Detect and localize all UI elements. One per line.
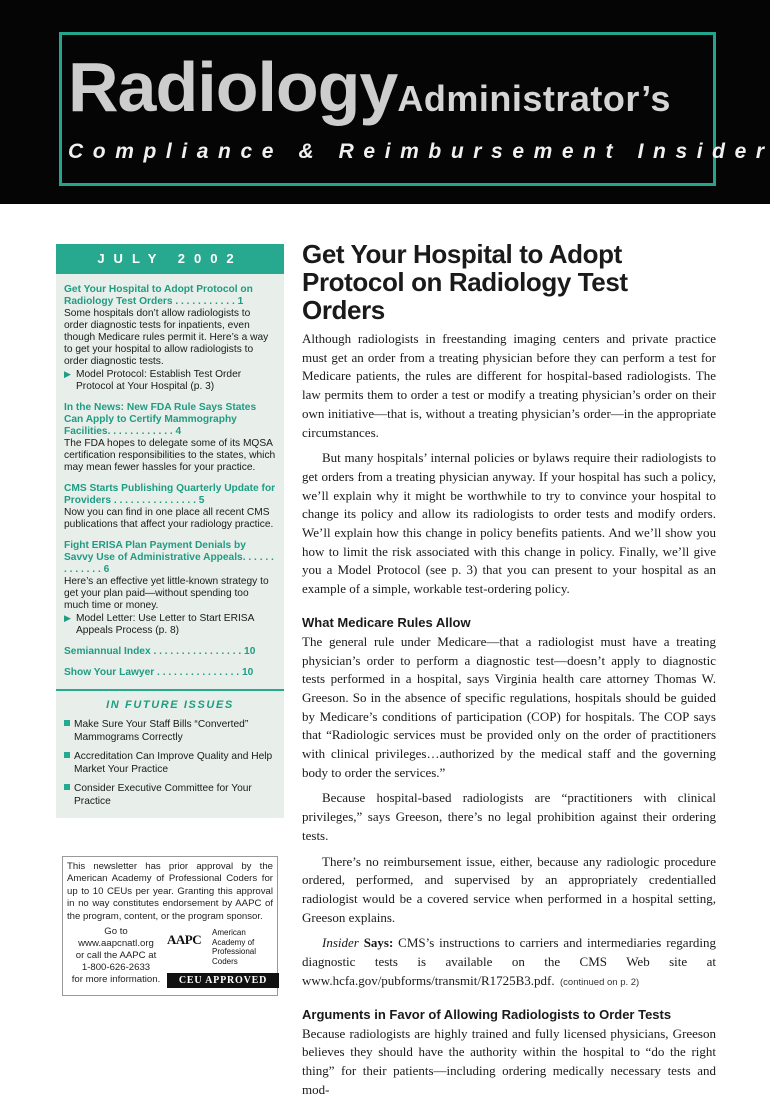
toc-entry[interactable] bbox=[64, 667, 276, 679]
toc-title: Fight ERISA Plan Payment Denials by Savvy Use of Administrative Appeals. . . . . . . . . . . . . 6 bbox=[64, 540, 276, 576]
issue-date: JULY 2002 bbox=[56, 244, 284, 274]
toc-title: Show Your Lawyer . . . . . . . . . . . . . . . 10 bbox=[64, 667, 276, 679]
newsletter-title bbox=[68, 50, 703, 124]
insider-says-paragraph bbox=[302, 934, 716, 990]
title-radiology: Radiology bbox=[68, 48, 397, 126]
toc-title: Get Your Hospital to Adopt Protocol on Radiology Test Orders . . . . . . . . . . . 1 bbox=[64, 284, 276, 308]
future-item bbox=[64, 751, 276, 776]
main-article bbox=[302, 240, 716, 1099]
aapc-approval-box bbox=[62, 856, 278, 996]
article-paragraph: Because hospital-based radiologists are “practitioners with clinical privileges,” says Greeson, there’s no legal prohibition against their ordering tests. bbox=[302, 789, 716, 845]
contact-line: or call the AAPC at bbox=[67, 950, 165, 962]
future-item-label: Make Sure Your Staff Bills “Converted” Mammograms Correctly bbox=[74, 719, 248, 743]
aapc-contact-info bbox=[67, 926, 165, 986]
section-heading: What Medicare Rules Allow bbox=[302, 615, 716, 631]
toc-entry[interactable] bbox=[64, 402, 276, 474]
toc-entry[interactable] bbox=[64, 540, 276, 637]
aapc-logo-mark: AAPC bbox=[167, 932, 201, 948]
future-item-label: Accreditation Can Improve Quality and Help Market Your Practice bbox=[74, 751, 272, 775]
toc-entry[interactable] bbox=[64, 284, 276, 393]
approval-statement: This newsletter has prior approval by the American Academy of Professional Coders for up to 10 CEUs per year. Granting this approval in no way constitutes endorsement by AAPC of the program, content, or the program sponsor. bbox=[67, 861, 273, 923]
table-of-contents bbox=[56, 274, 284, 689]
aapc-logo-text bbox=[212, 928, 279, 966]
aapc-logo bbox=[167, 928, 279, 972]
toc-description: The FDA hopes to delegate some of its MQSA certification responsibilities to the states, which may mean fewer hassles for your practice. bbox=[64, 438, 276, 474]
aapc-logo-line: Academy of bbox=[212, 938, 279, 948]
toc-entry[interactable] bbox=[64, 483, 276, 531]
toc-title: CMS Starts Publishing Quarterly Update for Providers . . . . . . . . . . . . . . . 5 bbox=[64, 483, 276, 507]
square-bullet-icon bbox=[64, 720, 70, 726]
ceu-approved-badge: CEU APPROVED bbox=[167, 973, 279, 988]
section-heading: Arguments in Favor of Allowing Radiologists to Order Tests bbox=[302, 1007, 716, 1023]
contact-line: for more information. bbox=[67, 974, 165, 986]
article-paragraph: The general rule under Medicare—that a radiologist must have a treating physician’s order to perform a diagnostic test—doesn’t apply to diagnostic tests performed in a hospital, says Virginia health care attorney Thomas W. Greeson. So in the absence of specific regulations, hospitals should be guided by Medicare’s conditions of participation (COP) for hospitals. The COP says that “Radiologic services must be provided only on the order of practitioners with clinical privileges…authorized by the medical staff and the governing body to order the services.” bbox=[302, 633, 716, 783]
continued-note: (continued on p. 2) bbox=[560, 977, 639, 988]
toc-subitem bbox=[64, 612, 276, 637]
approval-contact bbox=[67, 926, 273, 990]
square-bullet-icon bbox=[64, 752, 70, 758]
article-headline: Get Your Hospital to Adopt Protocol on Radiology Test Orders bbox=[302, 240, 716, 324]
sidebar bbox=[56, 244, 284, 818]
masthead bbox=[0, 0, 770, 204]
says-label: Says: bbox=[364, 935, 394, 950]
toc-description: Now you can find in one place all recent CMS publications that affect your radiology practice. bbox=[64, 507, 276, 531]
aapc-logo-line: American bbox=[212, 928, 279, 938]
article-paragraph: Although radiologists in freestanding imaging centers and private practice must get an order from a treating physician before they can perform a test for Medicare patients, the rules are different for hospital-based radiologists. The law permits them to order a test or modify a treating physician’s order on their own initiative—that is, without a treating physician’s order—in the appropriate circumstances. bbox=[302, 330, 716, 442]
toc-title: In the News: New FDA Rule Says States Can Apply to Certify Mammography Facilities. . . . . . . . . . . . 4 bbox=[64, 402, 276, 438]
article-paragraph: Because radiologists are highly trained and fully licensed physicians, Greeson believes they should have the authority within the hospital to “do the right thing” for their patients—including ordering medically necessary tests and mod- bbox=[302, 1025, 716, 1099]
future-item bbox=[64, 719, 276, 744]
toc-subitem bbox=[64, 368, 276, 393]
insider-label: Insider bbox=[322, 935, 359, 950]
aapc-website-link[interactable]: Go to www.aapcnatl.org bbox=[67, 926, 165, 950]
triangle-bullet-icon: ▶ bbox=[64, 612, 76, 624]
insider-says-text: CMS’s instructions to carriers and intermediaries regarding diagnostic tests is available on the CMS Web site at www.hcfa.gov/pubforms/transmit/R1725B3.pdf. bbox=[302, 935, 716, 987]
aapc-phone: 1-800-626-2633 bbox=[67, 962, 165, 974]
article-paragraph: But many hospitals’ internal policies or bylaws require their radiologists to get orders from a treating physician anyway. If your hospital has such a policy, we’ll explain why it might be worthwhile to try to convince your hospital to change its policy and allow its radiologists to order tests and modify orders. We’ll explain how this change in policy benefits patients. And we’ll show you how to limit the risk associated with this change in policy. Finally, we’ll give you a Model Protocol (see p. 3) that you can present to your hospital as an example of a simple, workable test-ordering policy. bbox=[302, 449, 716, 599]
toc-entry[interactable] bbox=[64, 646, 276, 658]
newsletter-subtitle: Compliance & Reimbursement Insider bbox=[68, 140, 708, 164]
future-item-label: Consider Executive Committee for Your Practice bbox=[74, 783, 252, 807]
square-bullet-icon bbox=[64, 784, 70, 790]
future-item bbox=[64, 783, 276, 808]
future-issues bbox=[56, 691, 284, 818]
toc-description: Some hospitals don’t allow radiologists to order diagnostic tests for inpatients, even though Medicare rules permit it. Here’s a way to get your hospital to allow radiologists to order diagnostic tests. bbox=[64, 308, 276, 368]
toc-description: Here’s an effective yet little-known strategy to get your plan paid—without spending too much time or money. bbox=[64, 576, 276, 612]
future-issues-heading: IN FUTURE ISSUES bbox=[64, 699, 276, 711]
triangle-bullet-icon: ▶ bbox=[64, 368, 76, 380]
title-administrators: Administrator’s bbox=[397, 78, 671, 119]
toc-subitem-label: Model Letter: Use Letter to Start ERISA Appeals Process (p. 8) bbox=[76, 613, 254, 636]
toc-subitem-label: Model Protocol: Establish Test Order Protocol at Your Hospital (p. 3) bbox=[76, 369, 241, 392]
aapc-logo-line: Professional Coders bbox=[212, 947, 279, 966]
toc-title: Semiannual Index . . . . . . . . . . . . . . . . 10 bbox=[64, 646, 276, 658]
article-paragraph: There’s no reimbursement issue, either, because any radiologic procedure ordered, performed, and supervised by an appropriately credentialled radiologist would be a covered service when performed in a hospital setting, Greeson explains. bbox=[302, 853, 716, 928]
